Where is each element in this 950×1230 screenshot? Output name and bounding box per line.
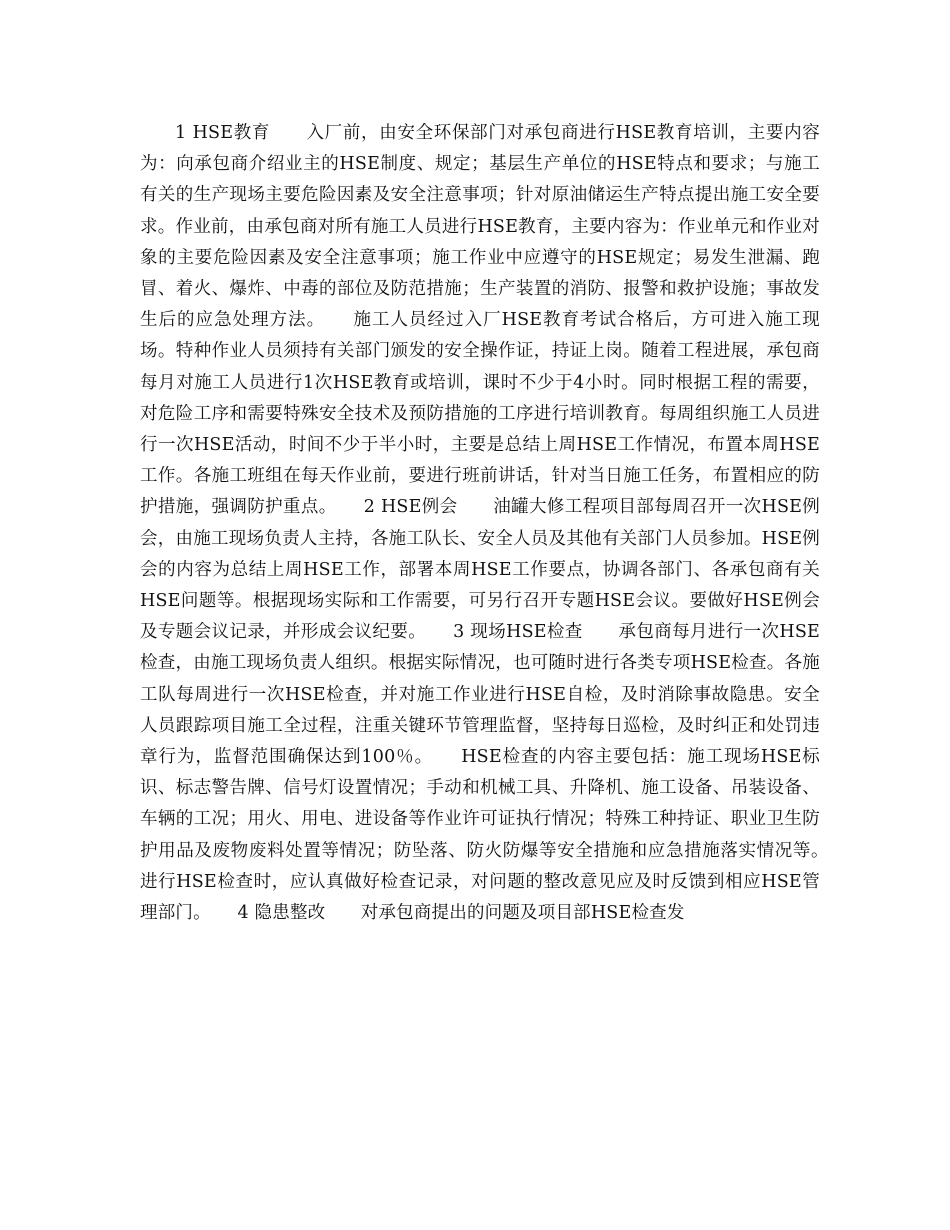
body-paragraph: 1 HSE教育 入厂前，由安全环保部门对承包商进行HSE教育培训，主要内容为：向承包商介绍业主的HSE制度、规定；基层生产单位的HSE特点和要求；与施工有关的生产现场主要危险因素及安全注意事项；针对原油储运生产特点提出施工安全要求。作业前，由承包商对所有施工人员进行HSE教育，主要内容为：作业单元和作业对象的主要危险因素及安全注意事项；施工作业中应遵守的HSE规定；易发生泄漏、跑冒、着火、爆炸、中毒的部位及防范措施；生产装置的消防、报警和救护设施；事故发生后的应急处理方法。 施工人员经过入厂HSE教育考试合格后，方可进入施工现场。特种作业人员须持有关部门颁发的安全操作证，持证上岗。随着工程进展，承包商每月对施工人员进行1次HSE教育或培训，课时不少于4小时。同时根据工程的需要，对危险工序和需要特殊安全技术及预防措施的工序进行培训教育。每周组织施工人员进行一次HSE活动，时间不少于半小时，主要是总结上周HSE工作情况，布置本周HSE工作。各施工班组在每天作业前，要进行班前讲话，针对当日施工任务，布置相应的防护措施，强调防护重点。 2 HSE例会 油罐大修工程项目部每周召开一次HSE例会，由施工现场负责人主持，各施工队长、安全人员及其他有关部门人员参加。HSE例会的内容为总结上周HSE工作，部署本周HSE工作要点，协调各部门、各承包商有关HSE问题等。根据现场实际和工作需要，可另行召开专题HSE会议。要做好HSE例会及专题会议记录，并形成会议纪要。 3 现场HSE检查 承包商每月进行一次HSE检查，由施工现场负责人组织。根据实际情况，也可随时进行各类专项HSE检查。各施工队每周进行一次HSE检查，并对施工作业进行HSE自检，及时消除事故隐患。安全人员跟踪项目施工全过程，注重关键环节管理监督，坚持每日巡检，及时纠正和处罚违章行为，监督范围确保达到100％。 HSE检查的内容主要包括：施工现场HSE标识、标志警告牌、信号灯设置情况；手动和机械工具、升降机、施工设备、吊装设备、车辆的工况；用火、用电、进设备等作业许可证执行情况；特殊工种持证、职业卫生防护用品及废物废料处置等情况；防坠落、防火防爆等安全措施和应急措施落实情况等。 进行HSE检查时，应认真做好检查记录，对问题的整改意见应及时反馈到相应HSE管理部门。 4 隐患整改 对承包商提出的问题及项目部HSE检查发 [140, 123, 856, 924]
